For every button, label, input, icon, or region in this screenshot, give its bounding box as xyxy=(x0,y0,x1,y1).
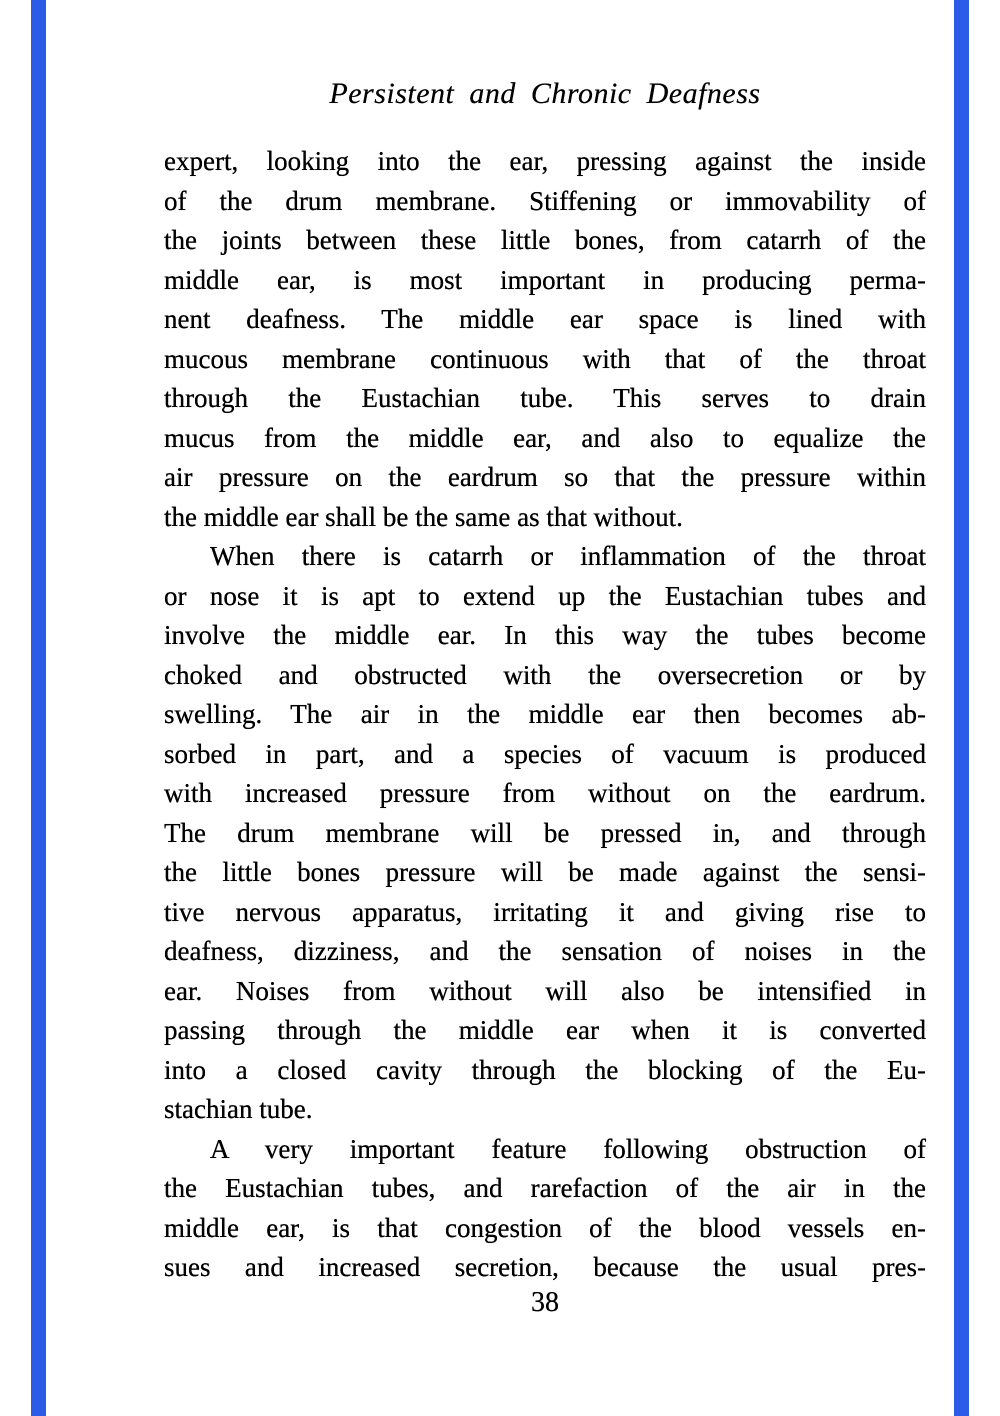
text-line-p1-l2: of the drum membrane. Stiffening or immovability of xyxy=(164,185,926,216)
text-line-p2-l8: The drum membrane will be pressed in, and through xyxy=(164,817,926,848)
text-line-p2-l13: passing through the middle ear when it is converted xyxy=(164,1015,926,1045)
text-line-p1-l1: expert, looking into the ear, pressing against the inside xyxy=(164,146,926,176)
text-line-p2-l3: involve the middle ear. In this way the tubes become xyxy=(164,620,926,650)
running-head-title: Persistent and Chronic Deafness xyxy=(329,77,761,110)
text-line-p2-l12: ear. Noises from without will also be intensified in xyxy=(164,975,926,1006)
text-line-p2-l7: with increased pressure from without on the eardrum. xyxy=(164,778,926,808)
text-line-p2-l15: stachian tube. xyxy=(164,1094,313,1124)
text-line-p3-l1: A very important feature following obstruction of xyxy=(210,1133,926,1164)
body-text-block xyxy=(164,142,926,1288)
text-line-p1-l8: mucus from the middle ear, and also to equalize the xyxy=(164,422,926,453)
page-number-folio: 38 xyxy=(531,1287,559,1318)
text-line-p1-l5: nent deafness. The middle ear space is lined with xyxy=(164,304,926,334)
text-line-p2-l9: the little bones pressure will be made against the sensi- xyxy=(164,857,926,887)
text-line-p1-l6: mucous membrane continuous with that of the throat xyxy=(164,343,926,374)
text-line-p2-l14: into a closed cavity through the blocking of the Eu- xyxy=(164,1054,926,1085)
text-line-p2-l4: choked and obstructed with the oversecretion or by xyxy=(164,659,926,690)
scan-edge-strip-right xyxy=(954,0,969,1416)
text-line-p3-l2: the Eustachian tubes, and rarefaction of the air in the xyxy=(164,1173,926,1203)
text-line-p1-l3: the joints between these little bones, from catarrh of the xyxy=(164,225,926,255)
text-line-p3-l4: sues and increased secretion, because the usual pres- xyxy=(164,1252,926,1282)
text-line-p2-l1: When there is catarrh or inflammation of the throat xyxy=(210,541,926,571)
text-line-p1-l9: air pressure on the eardrum so that the pressure within xyxy=(164,462,926,492)
text-line-p1-l7: through the Eustachian tube. This serves to drain xyxy=(164,383,926,413)
text-line-p2-l6: sorbed in part, and a species of vacuum is produced xyxy=(164,738,926,769)
text-line-p1-l10: the middle ear shall be the same as that without. xyxy=(164,501,683,532)
text-line-p3-l3: middle ear, is that congestion of the blood vessels en- xyxy=(164,1212,926,1243)
text-line-p2-l2: or nose it is apt to extend up the Eustachian tubes and xyxy=(164,580,926,611)
text-line-p2-l5: swelling. The air in the middle ear then becomes ab- xyxy=(164,699,926,729)
text-line-p2-l11: deafness, dizziness, and the sensation of noises in the xyxy=(164,936,926,966)
text-line-p2-l10: tive nervous apparatus, irritating it and giving rise to xyxy=(164,896,926,927)
scan-edge-strip-left xyxy=(31,0,46,1416)
text-line-p1-l4: middle ear, is most important in producing perma- xyxy=(164,264,926,295)
